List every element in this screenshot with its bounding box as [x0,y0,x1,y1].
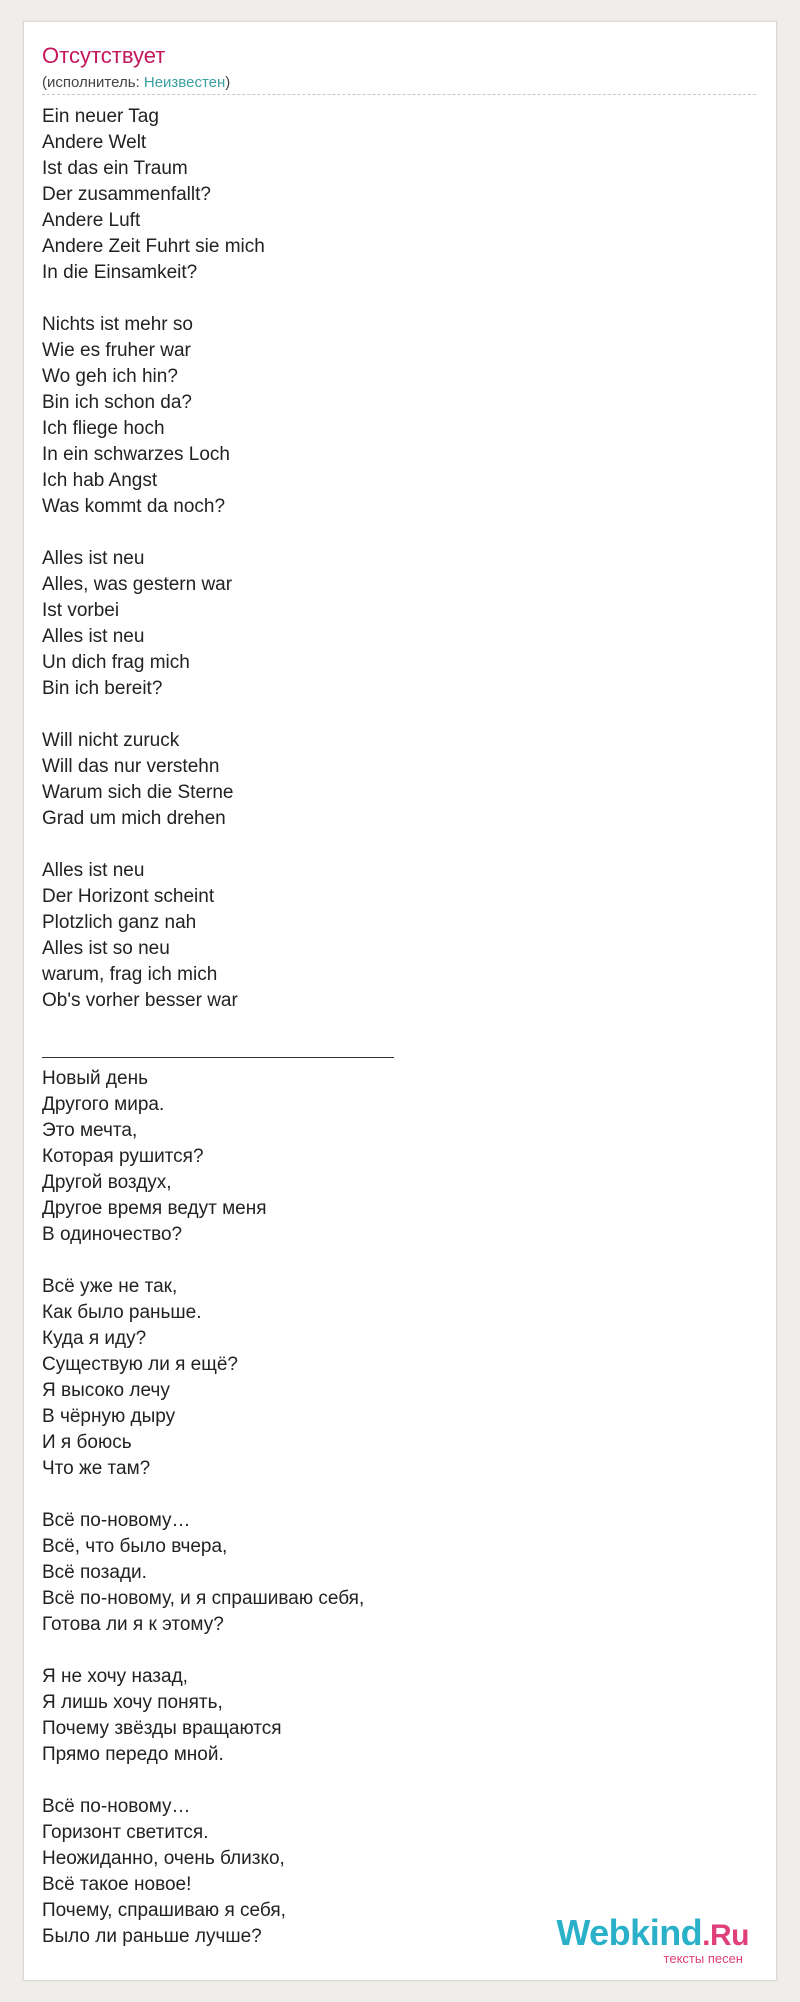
lyric-line: Всё такое новое! [42,1874,192,1895]
artist-prefix: (исполнитель: [42,74,144,91]
lyric-line: Которая рушится? [42,1146,204,1167]
stanza-gap [42,702,394,728]
lyric-line: Wo geh ich hin? [42,366,178,387]
lyric-line: Всё уже не так, [42,1276,178,1297]
stanza-gap [42,832,394,858]
lyric-line: Это мечта, [42,1120,138,1141]
lyric-line: In ein schwarzes Loch [42,444,230,465]
lyric-line: Всё по-новому… [42,1510,191,1531]
lyric-line: Grad um mich drehen [42,808,226,829]
lyric-line: Почему звёзды вращаются [42,1718,282,1739]
lyric-line: Alles ist neu [42,626,145,647]
stanza-gap [42,520,394,546]
lyric-line: Почему, спрашиваю я себя, [42,1900,286,1921]
title-divider [42,94,756,95]
lyric-line: В одиночество? [42,1224,183,1245]
stanza-gap [42,286,394,312]
lyric-line: Will das nur verstehn [42,756,220,777]
lyric-line: Другое время ведут меня [42,1198,267,1219]
lyric-line: Всё, что было вчера, [42,1536,228,1557]
lyric-line: Plotzlich ganz nah [42,912,197,933]
lyric-line: Bin ich bereit? [42,678,163,699]
lyric-line: Alles ist neu [42,548,145,569]
lyric-line: Bin ich schon da? [42,392,192,413]
lyric-line: И я боюсь [42,1432,132,1453]
logo-tld: .Ru [702,1919,749,1952]
lyric-line: Ich fliege hoch [42,418,165,439]
lyric-line: Существую ли я ещё? [42,1354,238,1375]
lyric-line: Was kommt da noch? [42,496,226,517]
lyric-line: Nichts ist mehr so [42,314,193,335]
lyric-line: Всё позади. [42,1562,147,1583]
lyric-line: Горизонт светится. [42,1822,209,1843]
lyric-line: Alles, was gestern war [42,574,233,595]
lyric-line: Другой воздух, [42,1172,172,1193]
lyrics-card [23,21,777,1981]
lyric-line: Warum sich die Sterne [42,782,234,803]
lyric-line: Что же там? [42,1458,151,1479]
lyric-line: warum, frag ich mich [42,964,218,985]
logo-name: Webkind [556,1912,703,1953]
lyric-line: Andere Luft [42,210,141,231]
artist-link[interactable]: Неизвестен [143,74,226,91]
lyric-line: Andere Zeit Fuhrt sie mich [42,236,265,257]
song-title: Отсутствует [42,43,166,68]
lyric-line: Прямо передо мной. [42,1744,224,1765]
artist-suffix: ) [225,74,231,91]
lyric-line: Ist vorbei [42,600,120,621]
stanza-gap [42,1248,394,1274]
lyric-line: Другого мира. [42,1094,165,1115]
lyric-line: Der Horizont scheint [42,886,215,907]
lyric-line: Will nicht zuruck [42,730,180,751]
lyric-line: Я высоко лечу [42,1380,170,1401]
lyric-line: Было ли раньше лучше? [42,1926,262,1947]
lyric-line: Wie es fruher war [42,340,191,361]
artist-byline [42,74,230,92]
lyric-line: Ist das ein Traum [42,158,188,179]
lyric-line: Я лишь хочу понять, [42,1692,223,1713]
lyric-line: Готова ли я к этому? [42,1614,224,1635]
lyric-line: Andere Welt [42,132,147,153]
lyric-line: Всё по-новому, и я спрашиваю себя, [42,1588,365,1609]
lyric-line: Я не хочу назад, [42,1666,188,1687]
lyric-line: Как было раньше. [42,1302,202,1323]
lyric-line: В чёрную дыру [42,1406,176,1427]
lyric-line: Новый день [42,1068,148,1089]
lyric-line: Ein neuer Tag [42,106,159,127]
lyric-line: Неожиданно, очень близко, [42,1848,285,1869]
stanza-gap [42,1638,394,1664]
lyric-line: Ich hab Angst [42,470,158,491]
logo-tagline: тексты песен [663,1951,743,1966]
lyric-line: Ob's vorher besser war [42,990,238,1011]
lyric-line: Der zusammenfallt? [42,184,211,205]
lyric-line: Alles ist so neu [42,938,170,959]
site-logo[interactable] [556,1912,749,1966]
section-gap [42,1014,394,1040]
lyric-line: Un dich frag mich [42,652,190,673]
stanza-gap [42,1482,394,1508]
lyric-line: In die Einsamkeit? [42,262,198,283]
lyric-line: Всё по-новому… [42,1796,191,1817]
lyrics-body [42,104,394,1950]
lyric-line: Alles ist neu [42,860,145,881]
lyric-line: Куда я иду? [42,1328,147,1349]
translation-divider [42,1057,394,1058]
stanza-gap [42,1768,394,1794]
